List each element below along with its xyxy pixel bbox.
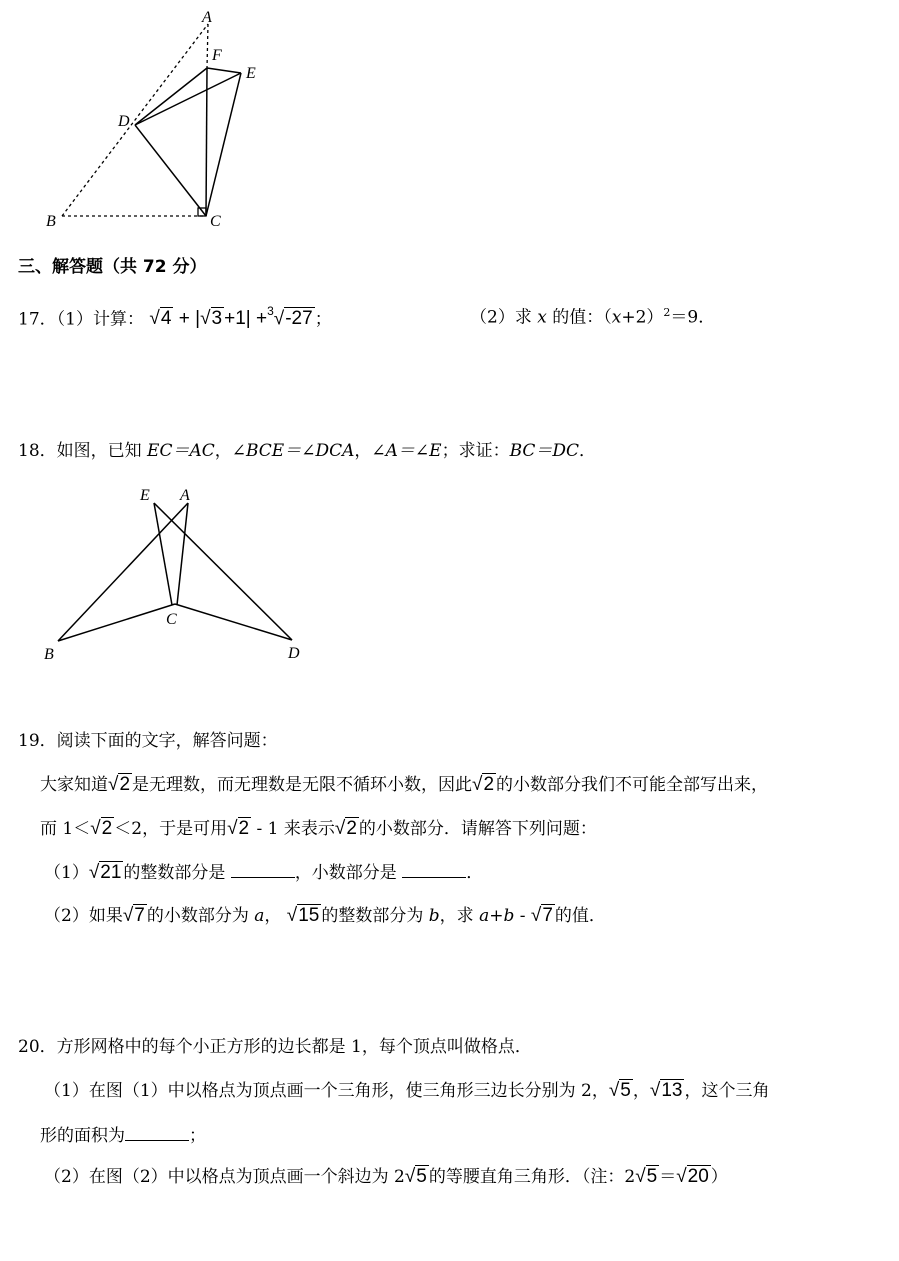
label-d: D — [288, 645, 300, 662]
q19-p2-b: 的小数部分为 — [146, 906, 249, 926]
answer-blank-integer[interactable] — [231, 861, 295, 878]
q19-p2-c: ， — [264, 906, 282, 926]
line-ec — [206, 73, 241, 216]
label-b: B — [46, 213, 56, 230]
label-d: D — [118, 113, 130, 130]
q20-p2-c: ＝ — [659, 1167, 677, 1187]
answer-blank-decimal[interactable] — [402, 861, 466, 878]
sqrt-3: √3 — [200, 308, 223, 330]
q20-p2-a: （2）在图（2）中以格点为顶点画一个斜边为 2 — [44, 1167, 405, 1187]
sqrt-5: √5 — [635, 1166, 658, 1187]
angles-eq: ∠BCE＝∠DCA — [231, 441, 355, 461]
label-f: F — [212, 47, 222, 64]
figure-1-diagram — [40, 8, 280, 233]
var-x-2: x — [611, 307, 622, 328]
label-e: E — [140, 487, 150, 504]
ec-ac: EC＝AC — [147, 441, 215, 461]
sqrt-5: √5 — [608, 1080, 631, 1101]
q20-p1-b: ， — [632, 1081, 650, 1101]
q19-p2-e: ，求 — [439, 906, 474, 926]
var-a: a — [254, 906, 265, 926]
label-a: A — [202, 9, 212, 26]
comma2: ， — [354, 441, 372, 461]
q20-part1 — [44, 1080, 769, 1102]
q20-p1-a: （1）在图（1）中以格点为顶点画一个三角形，使三角形三边长分别为 2， — [44, 1081, 609, 1101]
sqrt-2: √2 — [334, 818, 357, 839]
q20-number: 20． — [18, 1037, 57, 1057]
q19-p1-d: ． — [466, 863, 484, 883]
q19-title-text: 阅读下面的文字，解答问题： — [56, 731, 278, 751]
section-heading: 三、解答题（共 72 分） — [18, 257, 207, 277]
semicolon: ； — [314, 309, 332, 330]
q19-part2 — [44, 905, 606, 927]
dotted-line-ba — [62, 24, 208, 216]
q17-part2-prefix: （2）求 — [470, 307, 532, 328]
q19-part1 — [44, 861, 483, 884]
sqrt-5: √5 — [404, 1166, 427, 1187]
line-df — [135, 68, 207, 125]
q17-part1-prefix: （1）计算： — [56, 309, 144, 330]
q20-intro-text: 方形网格中的每个小正方形的边长都是 1，每个顶点叫做格点． — [56, 1037, 532, 1057]
q19-l2-d: 的小数部分．请解答下列问题： — [358, 819, 597, 839]
sqrt-2: √2 — [90, 818, 113, 839]
q20-part1-cont — [40, 1124, 206, 1147]
q19-p1-c: ，小数部分是 — [294, 863, 397, 883]
label-a: A — [180, 487, 190, 504]
line-ac — [177, 503, 188, 605]
q17-line — [18, 302, 332, 330]
q19-l1-c: 的小数部分我们不可能全部写出来， — [496, 775, 769, 795]
q19-number: 19． — [18, 731, 57, 751]
equals-nine: ＝9． — [670, 307, 716, 328]
label-e: E — [246, 65, 256, 82]
sqrt-7: √7 — [530, 905, 553, 926]
sqrt-2: √2 — [108, 774, 131, 795]
sqrt-2: √2 — [472, 774, 495, 795]
expr-a-plus-b: a+b — [479, 906, 515, 926]
minus: - — [514, 906, 531, 926]
bc-dc: BC＝DC — [509, 441, 580, 461]
sqrt-4: √4 — [149, 308, 172, 330]
q19-l1-b: 是无理数，而无理数是无限不循环小数，因此 — [132, 775, 473, 795]
q20-p1-e: ； — [189, 1126, 206, 1146]
cube-root: $^3$√-27 — [267, 304, 313, 330]
exponent: 2 — [663, 306, 671, 319]
q17-number: 17． — [18, 309, 57, 330]
q19-line2 — [40, 818, 597, 840]
label-c: C — [166, 611, 177, 628]
q18-number: 18． — [18, 441, 57, 461]
q19-l2-a: 而 1＜ — [40, 819, 91, 839]
label-b: B — [44, 646, 54, 663]
sqrt-15: √15 — [286, 905, 320, 926]
q20-part2 — [44, 1166, 728, 1188]
dotted-line-af — [207, 24, 208, 68]
var-x: x — [537, 307, 547, 328]
q18-text-b: ；求证： — [441, 441, 510, 461]
q20-p1-d: 形的面积为 — [40, 1126, 125, 1146]
sqrt-2: √2 — [227, 818, 250, 839]
var-b: b — [428, 906, 440, 926]
q18-text-a: 如图，已知 — [56, 441, 142, 461]
comma1: ， — [214, 441, 232, 461]
q20-p2-b: 的等腰直角三角形．（注：2 — [428, 1167, 636, 1187]
answer-blank-area[interactable] — [125, 1124, 189, 1141]
q19-line1 — [40, 774, 768, 796]
figure-2-diagram — [38, 482, 318, 667]
line-dc — [135, 125, 206, 216]
plus-sign: + | — [178, 308, 201, 330]
sqrt-21: √21 — [88, 862, 122, 883]
q19-l2-c: - 1 来表示 — [251, 819, 335, 839]
q17-part2-mid: 的值：（ — [552, 307, 612, 328]
q19-p2-a: （2）如果 — [44, 906, 123, 926]
angle-a-e: ∠A＝∠E — [371, 441, 442, 461]
q20-intro — [18, 1036, 532, 1058]
q19-l2-b: ＜2，于是可用 — [114, 819, 228, 839]
q18-line — [18, 440, 596, 462]
q20-p1-c: ，这个三角 — [684, 1081, 770, 1101]
abs-close: | + — [245, 308, 268, 330]
q20-p2-d: ） — [710, 1167, 728, 1187]
plus-one: +1 — [224, 308, 246, 330]
period: ． — [579, 441, 597, 461]
line-fe — [207, 68, 241, 73]
q19-p1-a: （1） — [44, 863, 89, 883]
q19-title — [18, 730, 278, 752]
q19-l1-a: 大家知道 — [40, 775, 108, 795]
sqrt-13: √13 — [649, 1080, 683, 1101]
plus-two: +2） — [621, 307, 664, 328]
q19-p2-g: 的值． — [554, 906, 606, 926]
q17-part2 — [470, 302, 715, 329]
sqrt-20: √20 — [676, 1166, 709, 1187]
q19-p1-b: 的整数部分是 — [123, 863, 226, 883]
sqrt-7: √7 — [122, 905, 145, 926]
q19-p2-d: 的整数部分为 — [321, 906, 424, 926]
label-c: C — [210, 213, 221, 230]
